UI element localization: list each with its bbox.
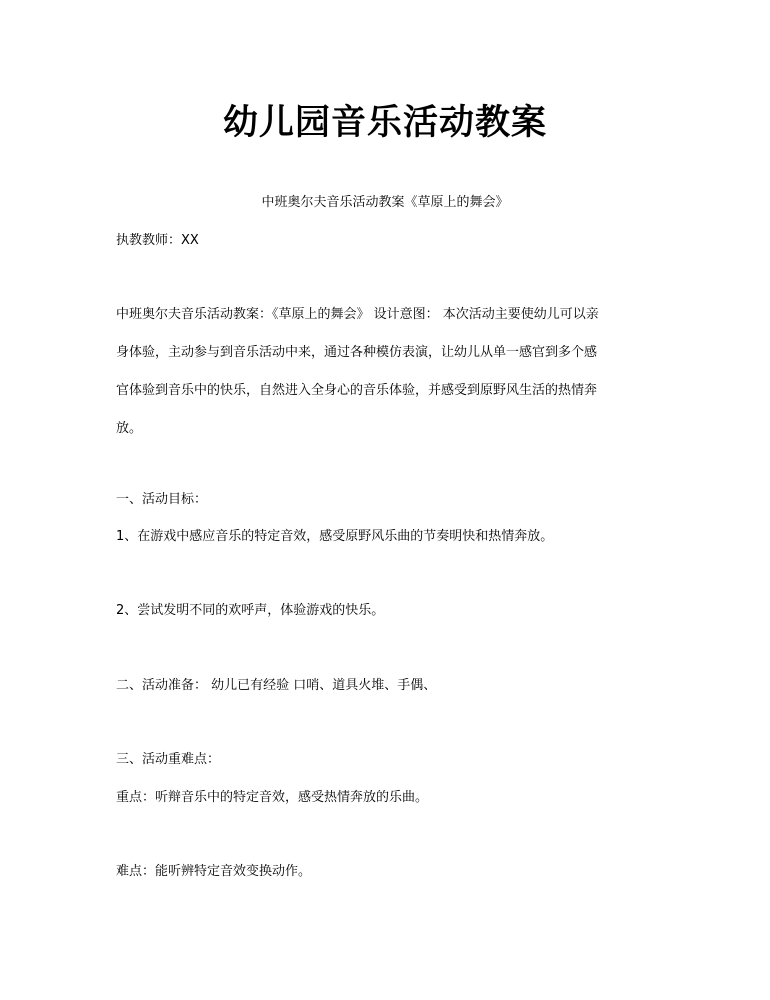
- intro-line: 中班奥尔夫音乐活动教案：《草原上的舞会》 设计意图： 本次活动主要使幼儿可以亲: [116, 307, 599, 322]
- document-title: 幼儿园音乐活动教案: [222, 103, 547, 143]
- document-subtitle: 中班奥尔夫音乐活动教案《草原上的舞会》: [261, 195, 509, 210]
- difficult-point: 难点：能听辨特定音效变换动作。: [116, 864, 312, 879]
- section-heading-key-points: 三、活动重难点：: [116, 752, 221, 767]
- intro-line: 放。: [116, 421, 143, 436]
- teacher-line: 执教教师：XX: [116, 233, 199, 248]
- key-point: 重点：听辩音乐中的特定音效，感受热情奔放的乐曲。: [116, 790, 429, 805]
- intro-line: 官体验到音乐中的快乐，自然进入全身心的音乐体验，并感受到原野风生活的热情奔: [116, 383, 598, 398]
- section-preparation: 二、活动准备： 幼儿已有经验 口哨、道具火堆、手偶、: [116, 678, 437, 693]
- goal-item-1: 1、在游戏中感应音乐的特定音效，感受原野风乐曲的节奏明快和热情奔放。: [116, 529, 554, 544]
- intro-paragraph: [116, 296, 661, 448]
- goal-item-2: 2、尝试发明不同的欢呼声，体验游戏的快乐。: [116, 603, 385, 618]
- section-heading-goals: 一、活动目标：: [116, 492, 208, 507]
- intro-line: 身体验，主动参与到音乐活动中来，通过各种模仿表演，让幼儿从单一感官到多个感: [116, 345, 598, 360]
